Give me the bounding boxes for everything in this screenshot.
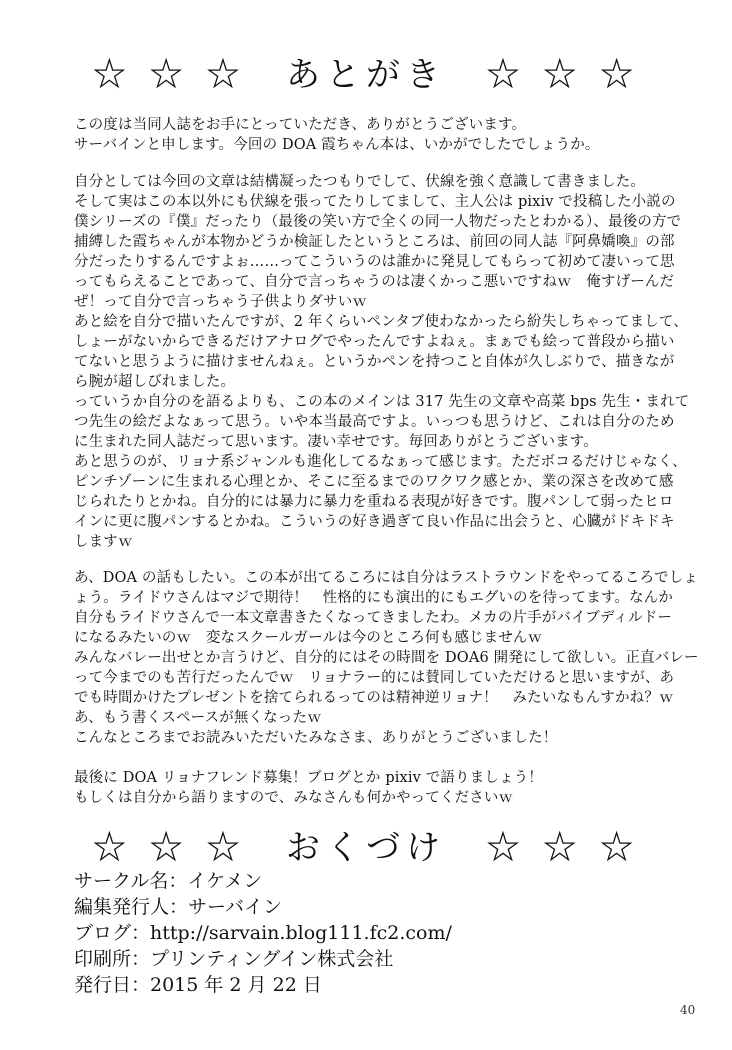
text-line: インに更に腹パンするとかね。こういうの好き過ぎて良い作品に出会うと、心臓がドキドキ xyxy=(74,514,675,530)
text-line: に生まれた同人誌だって思います。凄い幸せです。毎回ありがとうございます。 xyxy=(74,434,598,450)
colophon-heading: ☆ ☆ ☆ おくづけ ☆ ☆ ☆ xyxy=(92,828,640,868)
blog-url: ブログ：http://sarvain.blog111.fc2.com/ xyxy=(74,922,452,944)
doa-paragraph xyxy=(74,568,699,748)
text-line: しますｗ xyxy=(74,534,133,550)
printer: 印刷所：プリンティングイン株式会社 xyxy=(74,948,394,970)
text-line: 捕縛した霞ちゃんが本物かどうか検証したというところは、前回の同人誌『阿鼻嬌喚』の部 xyxy=(74,234,675,250)
text-line: ぜ！って自分で言っちゃう子供よりダサいｗ xyxy=(74,294,367,310)
text-line: あと絵を自分で描いたんですが、2 年くらいペンタブ使わなかったら紛失しちゃってまして、 xyxy=(74,314,688,330)
text-line: 自分としては今回の文章は結構凝ったつもりでして、伏線を強く意識して書きました。 xyxy=(74,174,646,190)
text-line: あ、もう書くスペースが無くなったｗ xyxy=(74,710,322,726)
text-line: みんなバレー出せとか言うけど、自分的にはその時間を DOA6 開発にして欲しい。正直バレー xyxy=(74,650,699,666)
text-line: じられたりとかね。自分的には暴力に暴力を重ねる表現が好きです。腹パンして弱ったヒロ xyxy=(74,494,674,510)
text-line: あと思うのが、リョナ系ジャンルも進化してるなぁって感じます。ただボコるだけじゃなく、 xyxy=(74,454,687,470)
text-line: 自分もライドウさんで一本文章書きたくなってきましたわ。メカの片手がバイブディルドー xyxy=(74,610,673,626)
text-line: この度は当同人誌をお手にとっていただき、ありがとうございます。 xyxy=(74,117,527,133)
text-line: こんなところまでお読みいただいたみなさま、ありがとうございました！ xyxy=(74,730,558,746)
issue-date: 発行日：2015 年 2 月 22 日 xyxy=(74,974,322,996)
colophon xyxy=(74,868,674,998)
afterword-heading: ☆ ☆ ☆ あとがき ☆ ☆ ☆ xyxy=(92,55,640,95)
text-line: つ先生の絵だよなぁって思う。いや本当最高ですよ。いっつも思うけど、これは自分のため xyxy=(74,414,675,430)
text-line: ピンチゾーンに生まれる心理とか、そこに至るまでのワクワク感とか、業の深さを改めて感 xyxy=(74,474,674,490)
text-line: もしくは自分から語りますので、みなさんも何かやってくださいｗ xyxy=(74,790,514,806)
text-line: ら腕が超しびれました。 xyxy=(74,374,236,390)
text-line: でも時間かけたプレゼントを捨てられるってのは精神逆リョナ！ みたいなもんすかね？ｗ xyxy=(74,690,674,706)
text-line: サーバインと申します。今回の DOA 霞ちゃん本は、いかがでしたでしょうか。 xyxy=(74,137,600,153)
closing-paragraph xyxy=(74,768,684,808)
text-line: 最後に DOA リョナフレンド募集！ブログとか pixiv で語りましょう！ xyxy=(74,770,543,786)
editor-publisher: 編集発行人：サーバイン xyxy=(74,896,283,918)
circle-name: サークル名：イケメン xyxy=(74,870,263,892)
text-line: っていうか自分のを語るよりも、この本のメインは 317 先生の文章や高菜 bps 先生・まれて xyxy=(74,394,690,410)
body-paragraph xyxy=(74,172,690,552)
intro-paragraph xyxy=(74,115,684,155)
text-line: って今までのも苦行だったんでｗ リョナラー的には賛同していただけると思いますが、あ xyxy=(74,670,675,686)
text-line: になるみたいのｗ 変なスクールガールは今のところ何も感じませんｗ xyxy=(74,630,543,646)
text-line: 分だったりするんですよぉ……ってこういうのは誰かに発見してもらって初めて凄いって思 xyxy=(74,254,675,270)
text-line: 僕シリーズの『僕』だったり（最後の笑い方で全くの同一人物だったとわかる）、最後の方で xyxy=(74,214,682,230)
text-line: ってもらえることであって、自分で言っちゃうのは凄くかっこ悪いですねｗ 俺すげーんだ xyxy=(74,274,675,290)
text-line: てないと思うように描けませんねぇ。というかペンを持つこと自体が久しぶりで、描きなが xyxy=(74,354,675,370)
text-line: あ、DOA の話もしたい。この本が出てるころには自分はラストラウンドをやってるころでしょ xyxy=(74,570,699,586)
text-line: しょーがないからできるだけアナログでやったんですよねぇ。まぁでも絵って普段から描い xyxy=(74,334,675,350)
page-number: 40 xyxy=(680,1003,696,1017)
text-line: そして実はこの本以外にも伏線を張ってたりしてまして、主人公は pixiv で投稿した小説の xyxy=(74,194,676,210)
text-line: ょう。ライドウさんはマジで期待！ 性格的にも演出的にもエグいのを待ってます。なんか xyxy=(74,590,674,606)
